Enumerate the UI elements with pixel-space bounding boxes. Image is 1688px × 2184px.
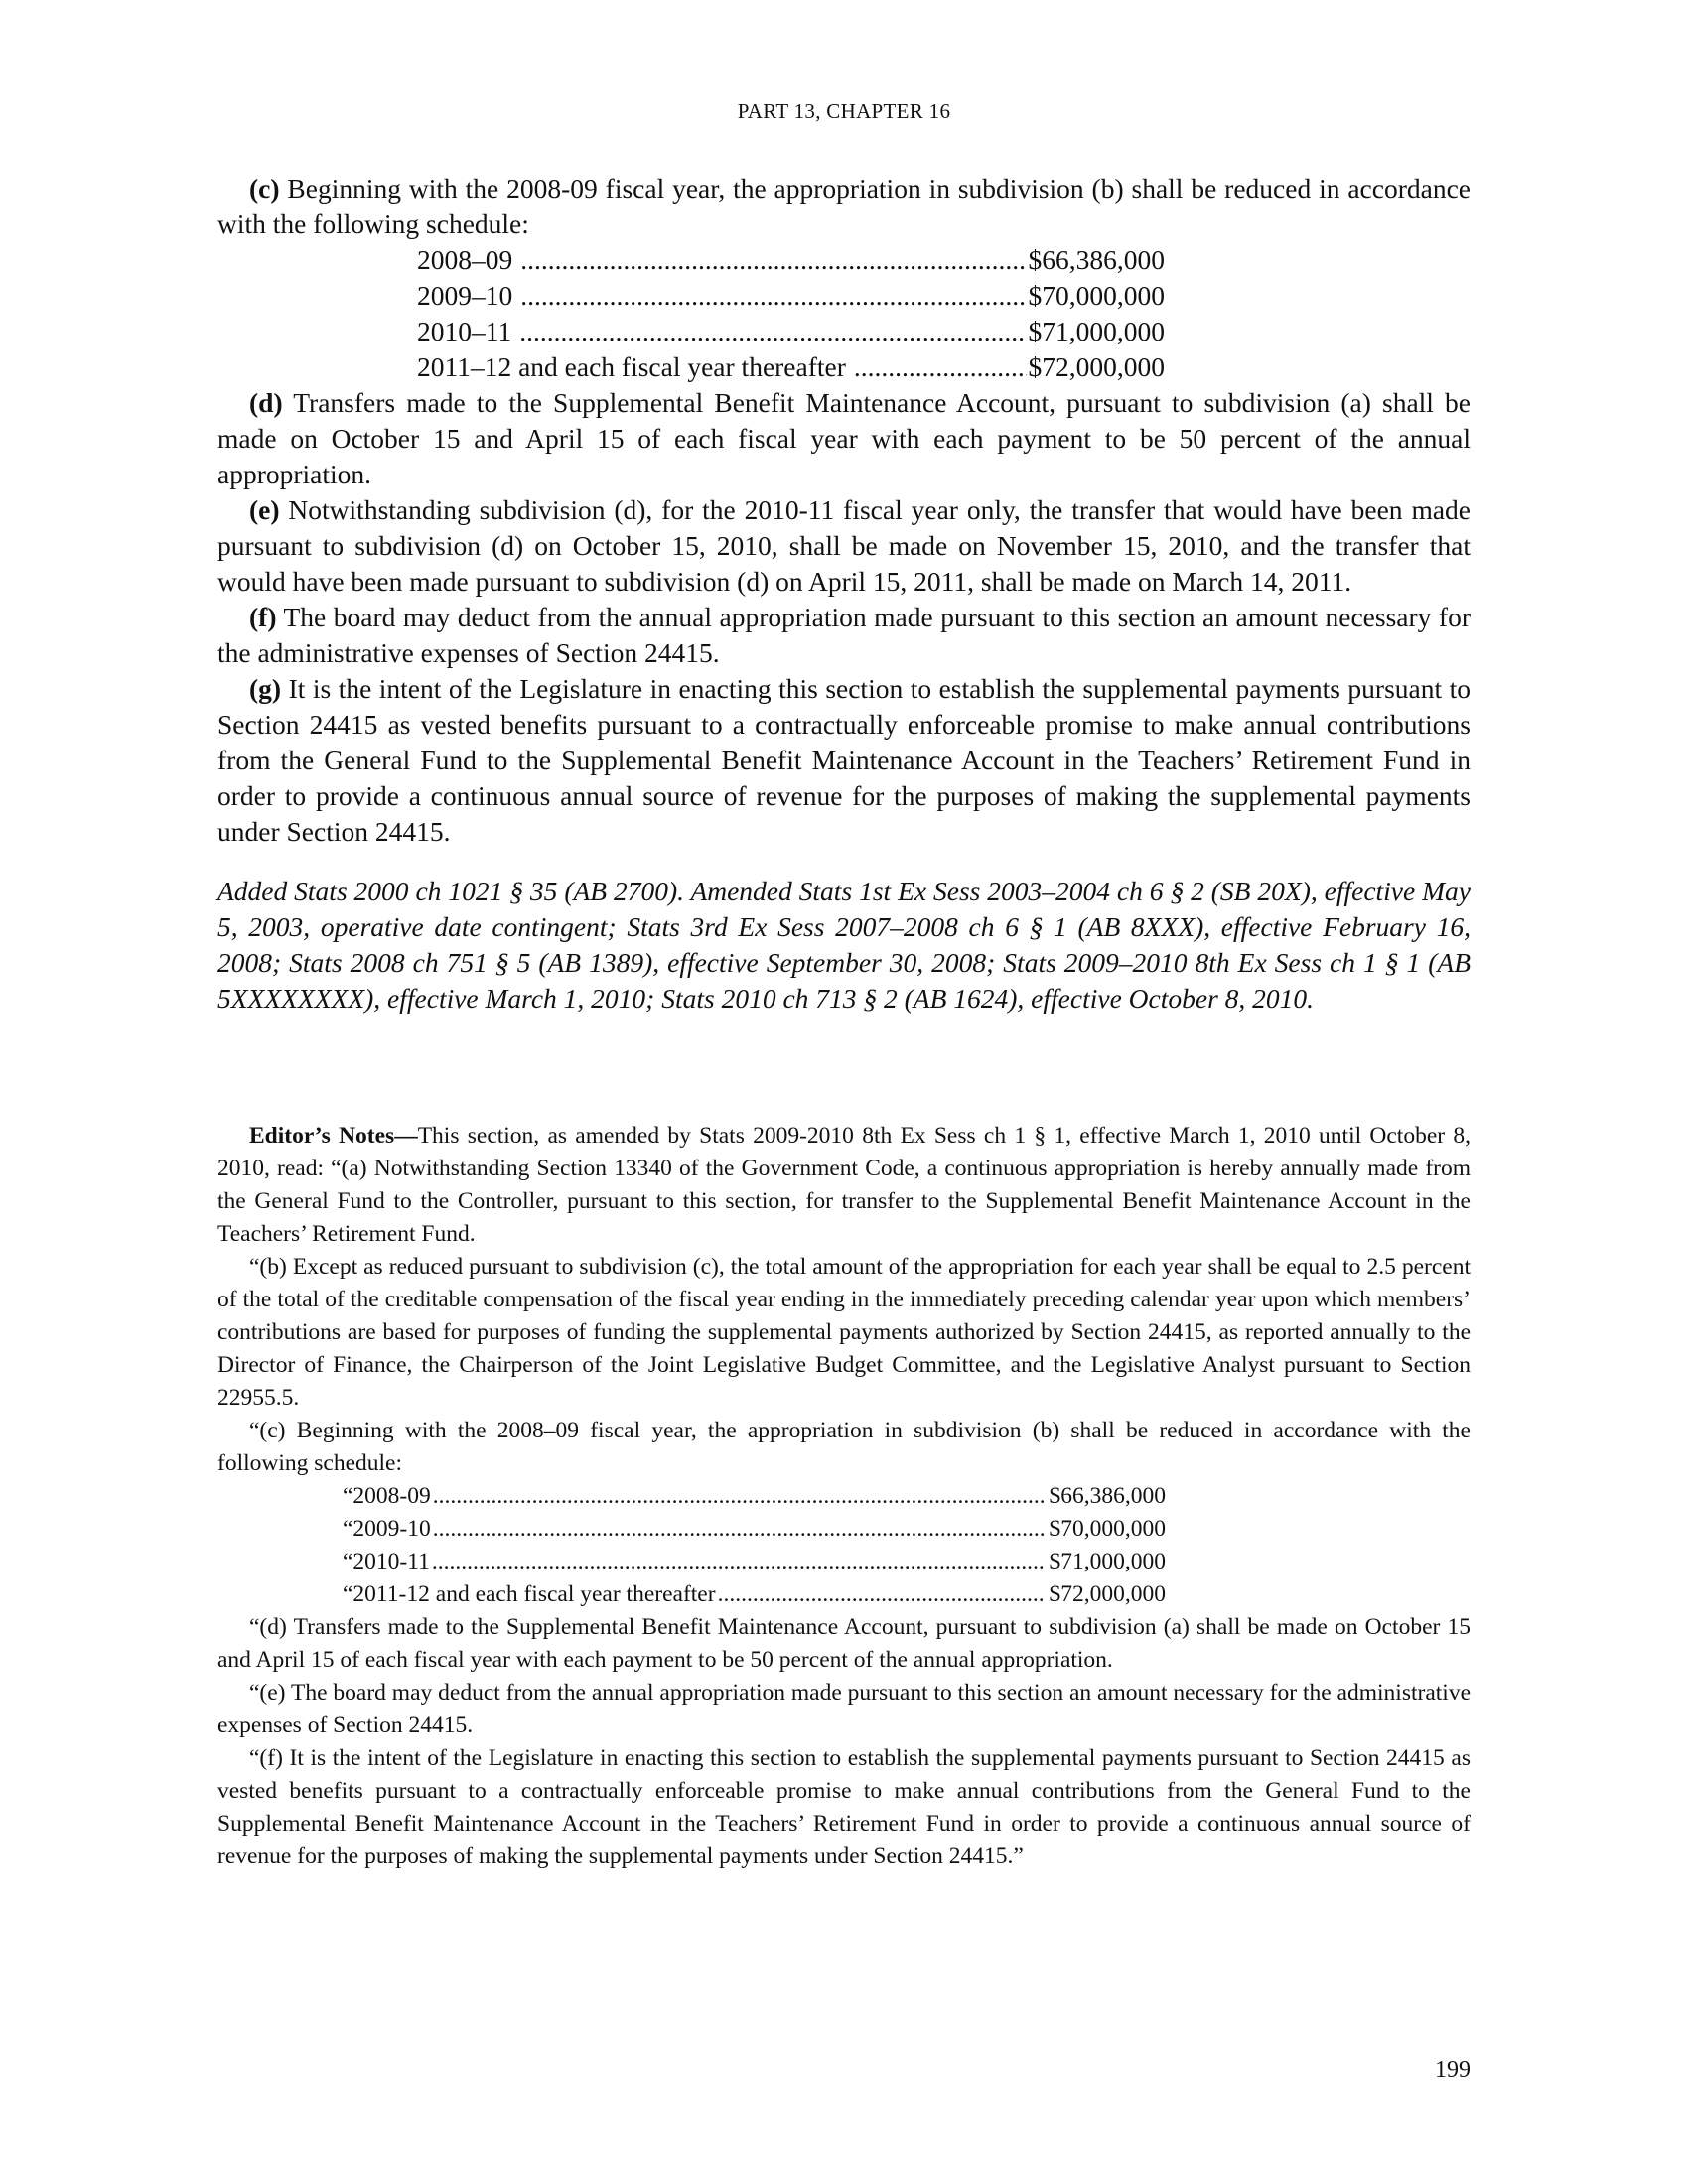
page-number: 199 [1435,2057,1471,2083]
schedule-amount: $72,000,000 [1028,351,1165,382]
dot-leader [432,1546,1046,1578]
schedule-year: “2011-12 and each fiscal year thereafter [343,1581,716,1607]
dot-leader [433,1513,1046,1546]
schedule-amount: $70,000,000 [1028,280,1165,311]
schedule-row [417,314,1165,349]
editors-notes [217,1120,1471,1873]
schedule-year: 2011–12 and each fiscal year thereafter [417,351,846,382]
subdivision-e [217,492,1471,600]
editors-notes-label: Editor’s Notes— [249,1123,418,1149]
schedule-row [417,349,1165,385]
subdivision-text: Beginning with the 2008-09 fiscal year, the appropriation in subdivision (b) shall be reduced in accordance with the following schedule: [217,173,1471,239]
dot-leader [718,1578,1046,1611]
legislative-history: Added Stats 2000 ch 1021 § 35 (AB 2700). Amended Stats 1st Ex Sess 2003–2004 ch 6 § 2 (SB 20X), effective May 5, 2003, operative date contingent; Stats 3rd Ex Sess 2007–2008 ch 6 § 1 (AB 8XXX), effective February 16, 2008; Stats 2008 ch 751 § 5 (AB 1389), effective September 30, 2008; Stats 2009–2010 8th Ex Sess ch 1 § 1 (AB 5XXXXXXXX), effective March 1, 2010; Stats 2010 ch 713 § 2 (AB 1624), effective October 8, 2010. [217,876,1471,1014]
schedule-year: “2010-11 [343,1549,430,1574]
note-text: This section, as amended by Stats 2009-2010 8th Ex Sess ch 1 § 1, effective March 1, 2010 until October 8, 2010, read: “(a) Notwithstanding Section 13340 of the Government Code, a continuous appropriation is hereby annually made from the General Fund to the Controller, pursuant to this section, for transfer to the Supplemental Benefit Maintenance Account in the Teachers’ Retirement Fund. [217,1123,1471,1247]
schedule-row [343,1480,1166,1513]
subdivision-label: (d) [249,387,283,418]
note-reduction-schedule [343,1480,1166,1611]
schedule-amount: $66,386,000 [1028,244,1165,275]
statute-body [217,171,1471,850]
subdivision-label: (g) [249,673,282,704]
subdivision-text: It is the intent of the Legislature in enacting this section to establish the supplemental payments pursuant to Section 24415 as vested benefits pursuant to a contractually enforceable promise to make annual contributions from the General Fund to the Supplemental Benefit Maintenance Account in the Teachers’ Retirement Fund in order to provide a continuous annual source of revenue for the purposes of making the supplemental payments under Section 24415. [217,673,1471,847]
note-paragraph-d: “(d) Transfers made to the Supplemental Benefit Maintenance Account, pursuant to subdivision (a) shall be made on October 15 and April 15 of each fiscal year with each payment to be 50 percent of the annual appropriation. [217,1614,1471,1673]
subdivision-f [217,600,1471,671]
dot-leader [520,242,1026,278]
subdivision-label: (c) [249,173,280,204]
subdivision-g [217,671,1471,850]
note-paragraph-f: “(f) It is the intent of the Legislature in enacting this section to establish the supplemental payments pursuant to Section 24415 as vested benefits pursuant to a contractually enforceable promise to make annual contributions from the General Fund to the Supplemental Benefit Maintenance Account in the Teachers’ Retirement Fund in order to provide a continuous annual source of revenue for the purposes of making the supplemental payments under Section 24415.” [217,1745,1471,1869]
schedule-year: “2009-10 [343,1516,431,1542]
subdivision-text: The board may deduct from the annual appropriation made pursuant to this section an amount necessary for the administrative expenses of Section 24415. [217,602,1471,668]
note-paragraph-c: “(c) Beginning with the 2008–09 fiscal year, the appropriation in subdivision (b) shall be reduced in accordance with the following schedule: [217,1418,1471,1476]
running-header: PART 13, CHAPTER 16 [737,99,951,123]
schedule-year: 2009–10 [417,280,513,311]
schedule-row [343,1513,1166,1546]
dot-leader [854,349,1027,385]
schedule-row [417,278,1165,314]
schedule-row [343,1578,1166,1611]
schedule-year: “2008-09 [343,1483,431,1509]
schedule-amount: $71,000,000 [1049,1549,1166,1574]
dot-leader [519,314,1026,349]
subdivision-d [217,385,1471,492]
dot-leader [433,1480,1046,1513]
schedule-row [417,242,1165,278]
subdivision-text: Transfers made to the Supplemental Benefit Maintenance Account, pursuant to subdivision (a) shall be made on October 15 and April 15 of each fiscal year with each payment to be 50 percent of the annual appropriation. [217,387,1471,489]
schedule-year: 2008–09 [417,244,513,275]
reduction-schedule [417,242,1165,385]
schedule-amount: $71,000,000 [1028,316,1165,346]
schedule-row [343,1546,1166,1578]
subdivision-c [217,171,1471,242]
editors-notes-intro [217,1120,1471,1251]
schedule-amount: $70,000,000 [1049,1516,1166,1542]
schedule-amount: $72,000,000 [1049,1581,1166,1607]
note-paragraph-b: “(b) Except as reduced pursuant to subdivision (c), the total amount of the appropriation for each year shall be equal to 2.5 percent of the total of the creditable compensation of the fiscal year ending in the immediately preceding calendar year upon which members’ contributions are based for purposes of funding the supplemental payments authorized by Section 24415, as reported annually to the Director of Finance, the Chairperson of the Joint Legislative Budget Committee, and the Legislative Analyst pursuant to Section 22955.5. [217,1254,1471,1411]
subdivision-label: (f) [249,602,277,632]
schedule-amount: $66,386,000 [1049,1483,1166,1509]
dot-leader [520,278,1026,314]
schedule-year: 2010–11 [417,316,512,346]
subdivision-text: Notwithstanding subdivision (d), for the 2010-11 fiscal year only, the transfer that would have been made pursuant to subdivision (d) on October 15, 2010, shall be made on November 15, 2010, and the transfer that would have been made pursuant to subdivision (d) on April 15, 2011, shall be made on March 14, 2011. [217,494,1471,597]
note-paragraph-e: “(e) The board may deduct from the annual appropriation made pursuant to this section an amount necessary for the administrative expenses of Section 24415. [217,1680,1471,1738]
subdivision-label: (e) [249,494,280,525]
